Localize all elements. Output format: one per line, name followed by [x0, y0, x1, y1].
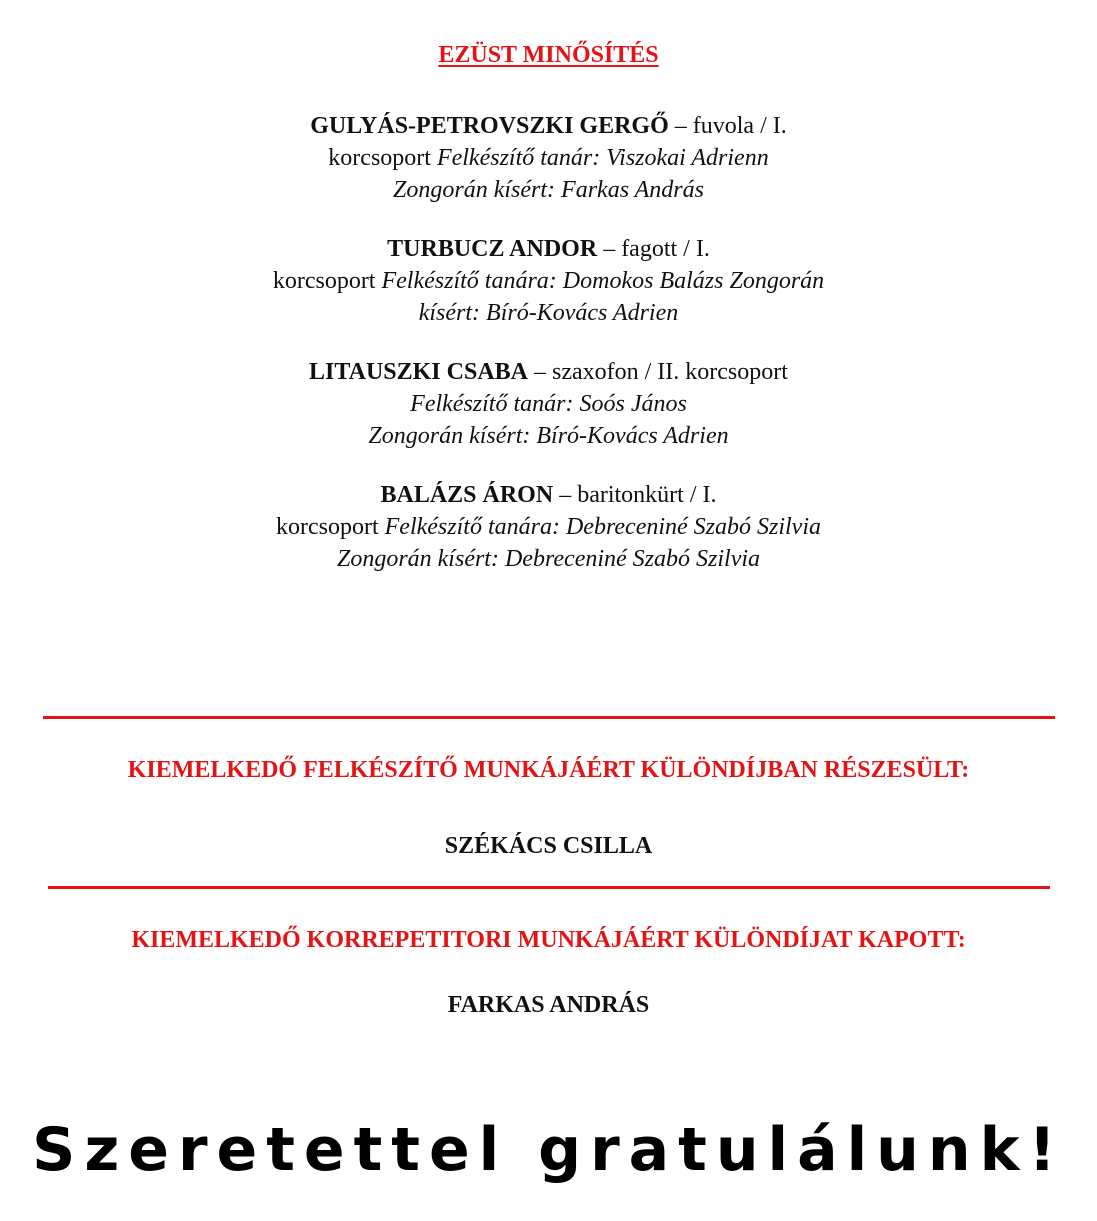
entry-line	[244, 420, 854, 452]
silver-entries-list	[0, 110, 1097, 575]
accompanist-award-recipient: FARKAS ANDRÁS	[447, 992, 650, 1018]
silver-rating-heading: EZÜST MINŐSÍTÉS	[438, 42, 659, 68]
entry-text	[276, 482, 821, 572]
age-group: korcsoport	[272, 268, 376, 294]
accompanist-name: Bíró-Kovács Adrien	[536, 423, 729, 449]
divider-line	[48, 886, 1050, 889]
accompanist-label: Zongorán kísért:	[368, 423, 531, 449]
student-name: TURBUCZ ANDOR	[387, 236, 598, 262]
entry-line	[244, 174, 854, 206]
teacher-label: Felkészítő tanára:	[381, 268, 557, 294]
teacher-name: Viszokai Adrienn	[606, 145, 769, 171]
teacher-award-recipient: SZÉKÁCS CSILLA	[444, 833, 653, 859]
age-group: korcsoport	[328, 145, 431, 171]
entry-turbucz	[244, 233, 854, 329]
instrument-group: – fuvola / I.	[668, 113, 787, 139]
teacher-name: Soós János	[579, 391, 687, 417]
accompanist-name: Debreceniné Szabó Szilvia	[504, 546, 761, 572]
teacher-name: Debreceniné Szabó Szilvia	[565, 514, 821, 540]
divider-line	[43, 716, 1055, 719]
teacher-name: Domokos Balázs	[562, 268, 724, 294]
entry-line	[244, 356, 854, 388]
closing-congratulations: Szeretettel gratulálunk!	[32, 1115, 1065, 1185]
entry-litauszki	[244, 356, 854, 452]
teacher-label: Felkészítő tanár:	[410, 391, 574, 417]
accompanist-name: Bíró-Kovács Adrien	[486, 300, 679, 326]
student-name: LITAUSZKI CSABA	[309, 359, 528, 385]
instrument-group: – baritonkürt / I.	[553, 482, 717, 508]
entry-text	[273, 236, 824, 326]
entry-balazs	[244, 479, 854, 575]
instrument-group: – fagott / I.	[597, 236, 710, 262]
age-group: korcsoport	[275, 514, 379, 540]
entry-line	[244, 110, 854, 142]
student-name: GULYÁS-PETROVSZKI GERGŐ	[310, 113, 669, 139]
entry-line	[244, 388, 854, 420]
entry-gulyas-petrovszki	[244, 110, 854, 206]
instrument-group: – szaxofon / II. korcsoport	[528, 359, 788, 385]
accompanist-label: Zongorán kísért:	[393, 177, 556, 203]
teacher-label: Felkészítő tanár:	[436, 145, 601, 171]
accompanist-label: Zongorán kísért:	[418, 268, 825, 326]
teacher-label: Felkészítő tanára:	[384, 514, 560, 540]
accompanist-label: Zongorán kísért:	[336, 546, 499, 572]
student-name: BALÁZS ÁRON	[380, 482, 554, 508]
entry-line	[244, 142, 854, 174]
accompanist-award-heading: KIEMELKEDŐ KORREPETITORI MUNKÁJÁÉRT KÜLÖNDÍJAT KAPOTT:	[131, 927, 966, 953]
accompanist-name: Farkas András	[561, 177, 704, 203]
teacher-award-heading: KIEMELKEDŐ FELKÉSZÍTŐ MUNKÁJÁÉRT KÜLÖNDÍJBAN RÉSZESÜLT:	[127, 757, 970, 783]
